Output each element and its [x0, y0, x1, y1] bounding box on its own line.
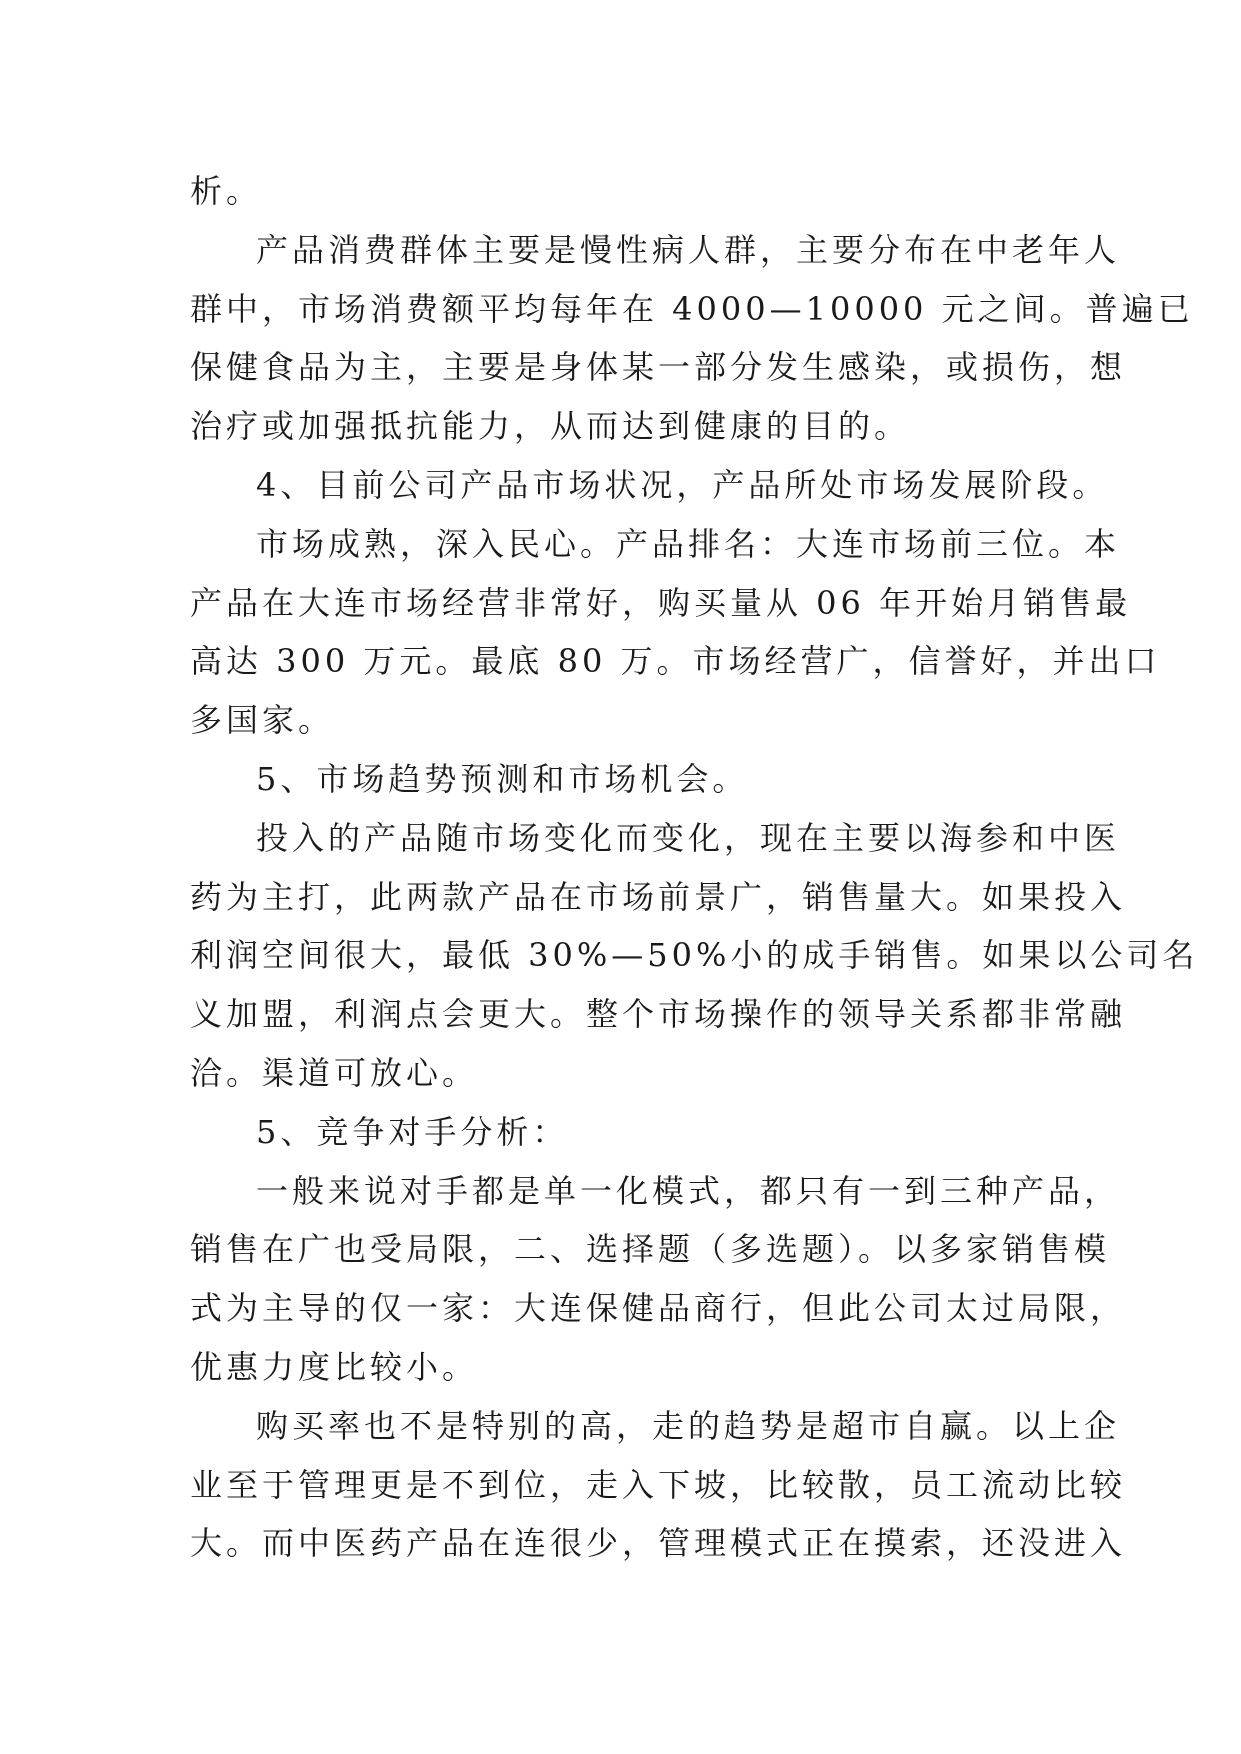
text-line-21: 优惠力度比较小。: [190, 1347, 479, 1386]
text-line-5: 治疗或加强抵抗能力，从而达到健康的目的。: [190, 407, 911, 446]
text-line-9: 高达 300 万元。最底 80 万。市场经营广，信誉好，并出口: [190, 642, 1161, 681]
document-page: [190, 162, 1199, 1573]
text-line-18: 一般来说对手都是单一化模式，都只有一到三种产品，: [256, 1171, 1121, 1210]
text-line-19: 销售在广也受局限，二、选择题（多选题）。以多家销售模: [190, 1230, 1111, 1269]
text-line-13: 药为主打，此两款产品在市场前景广，销售量大。如果投入: [190, 877, 1127, 916]
text-line-2: 产品消费群体主要是慢性病人群，主要分布在中老年人: [256, 230, 1121, 269]
text-line-16: 洽。渠道可放心。: [190, 1053, 479, 1092]
text-line-17: 5、竞争对手分析：: [256, 1112, 569, 1151]
text-line-1: 析。: [190, 172, 263, 210]
text-line-4: 保健食品为主，主要是身体某一部分发生感染，或损伤，想: [190, 348, 1127, 387]
text-line-3: 群中，市场消费额平均每年在 4000—10000 元之间。普遍已: [190, 289, 1194, 328]
text-line-6: 4、目前公司产品市场状况，产品所处市场发展阶段。: [256, 465, 1109, 504]
text-line-10: 多国家。: [190, 701, 335, 740]
text-line-8: 产品在大连市场经营非常好，购买量从 06 年开始月销售最: [190, 583, 1132, 622]
text-line-20: 式为主导的仅一家：大连保健品商行，但此公司太过局限，: [190, 1289, 1127, 1328]
text-line-23: 业至于管理更是不到位，走入下坡，比较散，员工流动比较: [190, 1465, 1127, 1504]
text-line-14: 利润空间很大，最低 30%—50%小的成手销售。如果以公司名: [190, 936, 1199, 975]
text-line-22: 购买率也不是特别的高，走的趋势是超市自赢。以上企: [256, 1406, 1121, 1445]
text-line-24: 大。而中医药产品在连很少，管理模式正在摸索，还没进入: [190, 1524, 1127, 1563]
text-line-15: 义加盟，利润点会更大。整个市场操作的领导关系都非常融: [190, 995, 1127, 1034]
text-line-12: 投入的产品随市场变化而变化，现在主要以海参和中医: [256, 818, 1121, 857]
text-line-7: 市场成熟，深入民心。产品排名：大连市场前三位。本: [256, 524, 1121, 563]
text-line-11: 5、市场趋势预测和市场机会。: [256, 759, 749, 798]
